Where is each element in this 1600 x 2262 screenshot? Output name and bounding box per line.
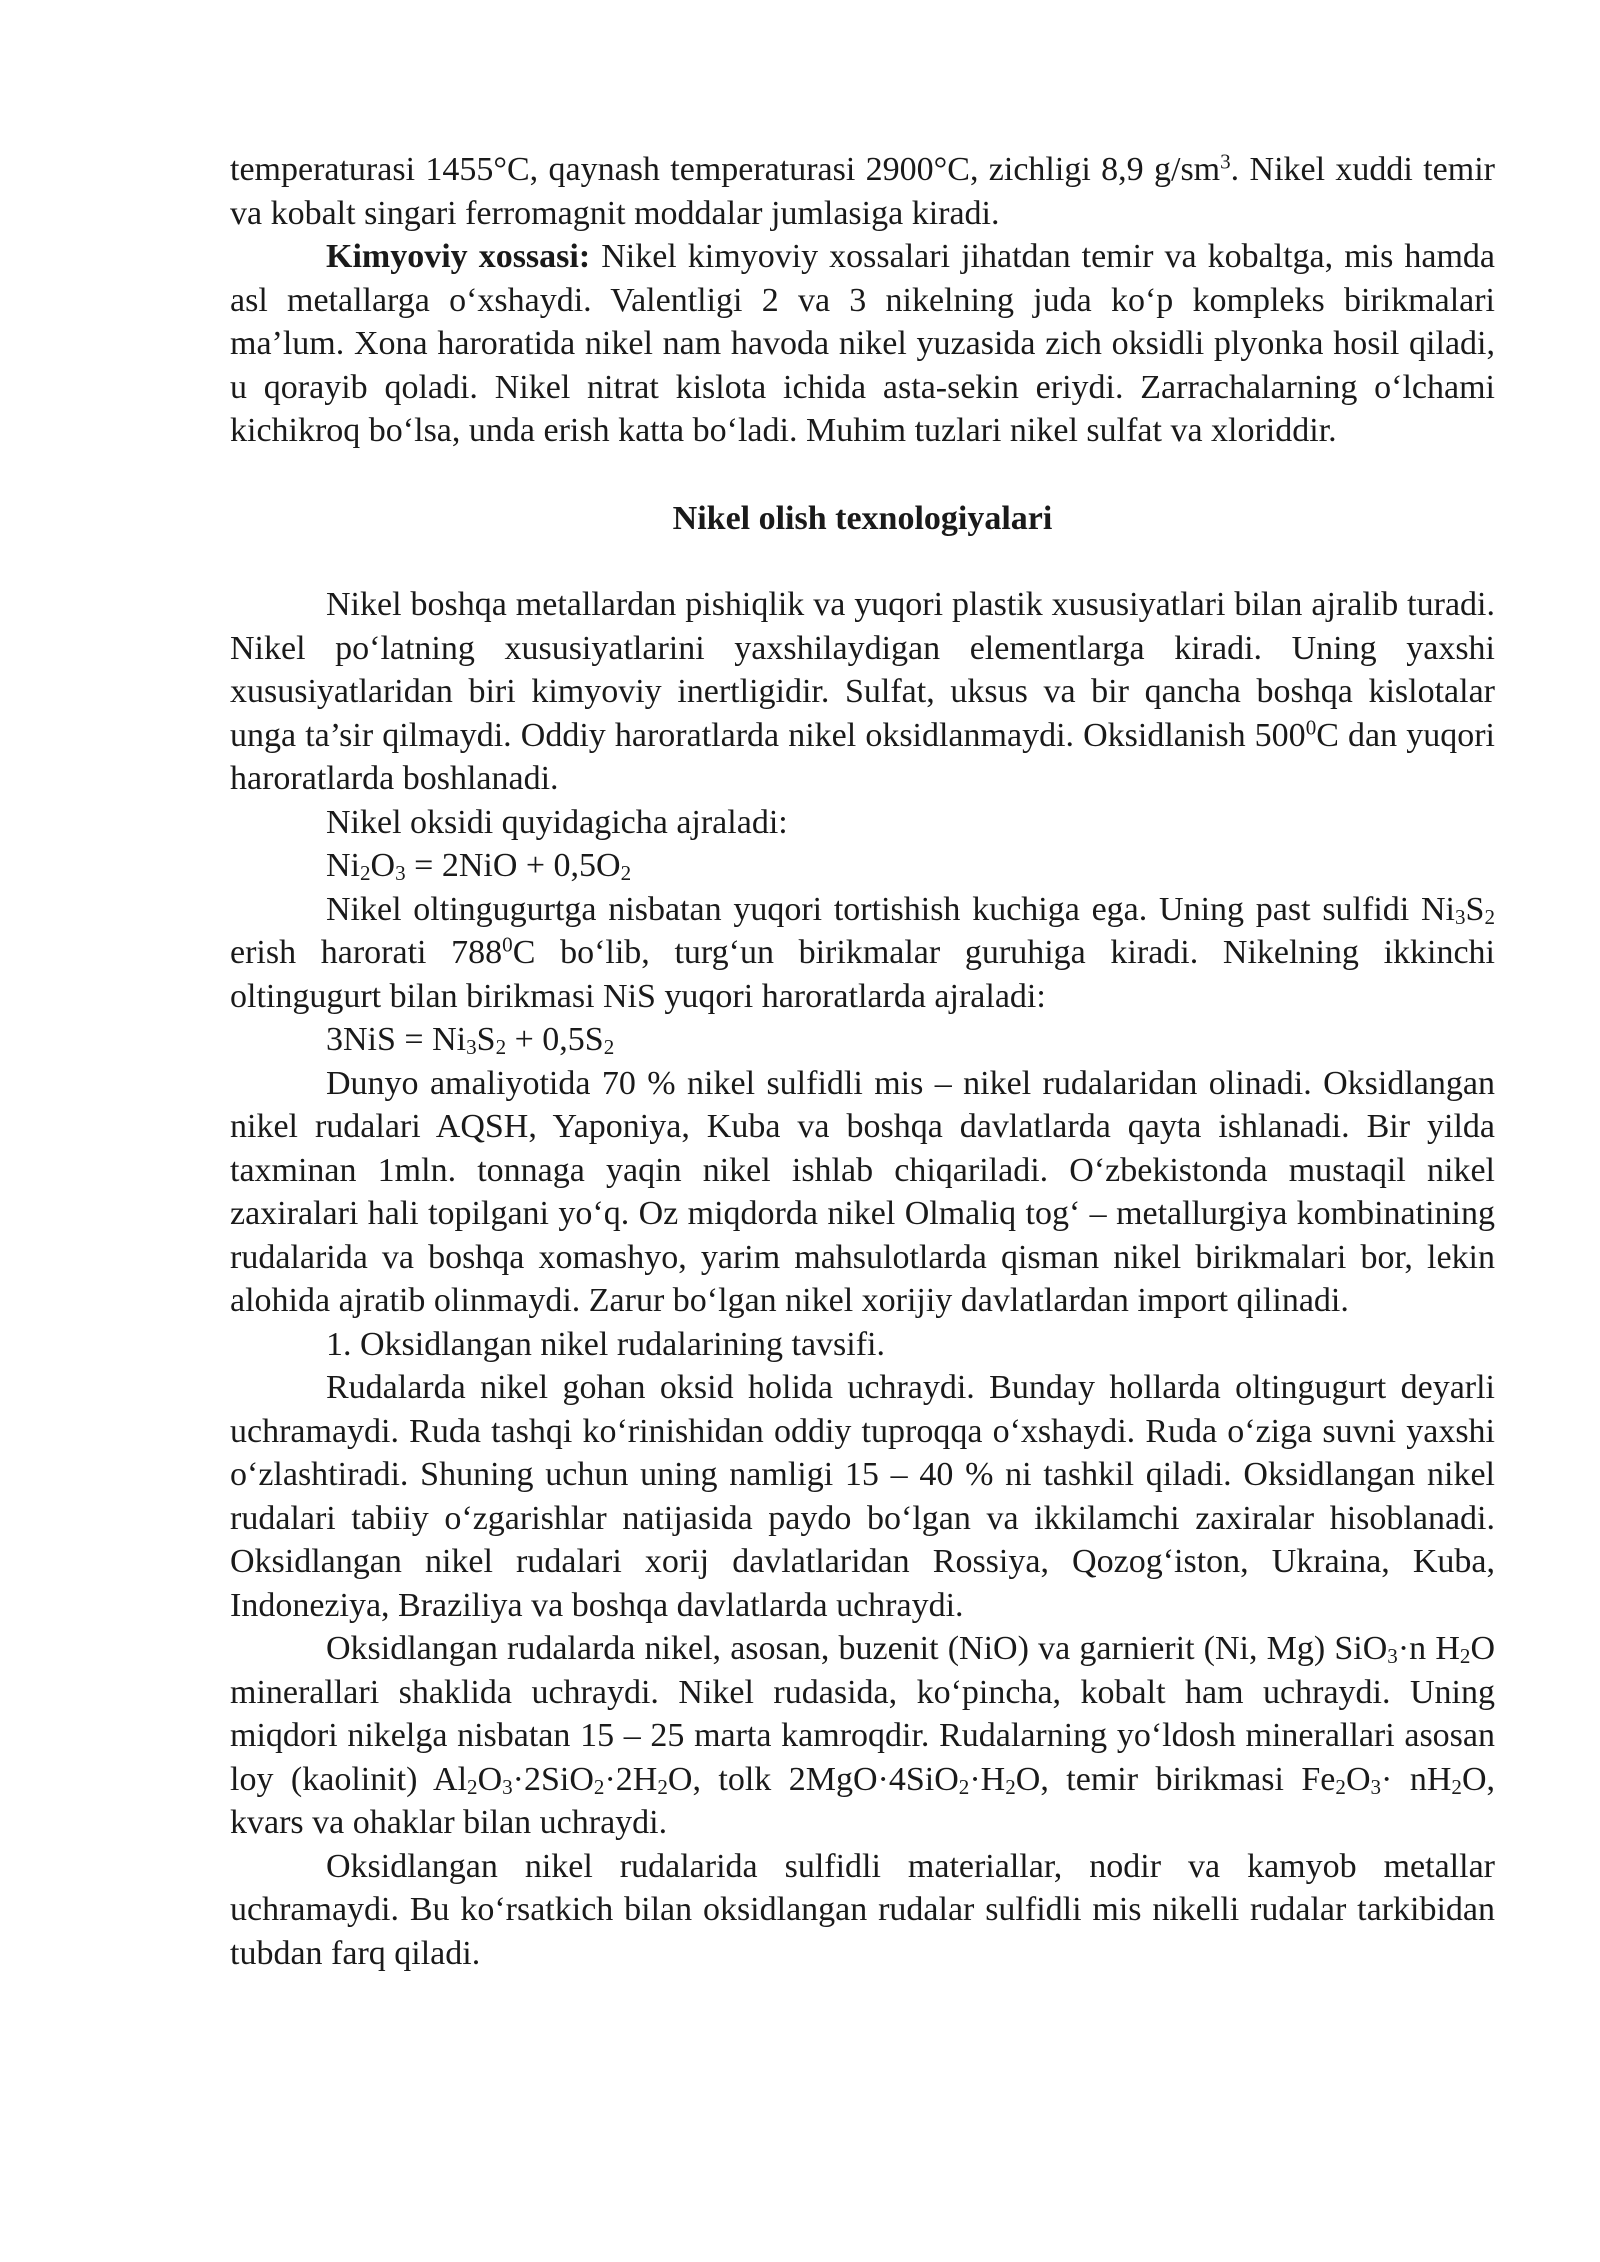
numbered-subheading: 1. Oksidlangan nikel rudalarining tavsifi. [326,1325,885,1363]
paragraph-nickel-intro: Nikel boshqa metallardan pishiqlik va yuqori plastik xususiyatlari bilan ajralib turadi. Nikel po‘latning xususiyatlarini yaxshilaydigan elementlarga kiradi. Uning yaxshi xususiyatlaridan biri kimyoviy inertligidir. Sulfat, uksus va bir qancha boshqa kislotalar unga ta’sir qilmaydi. Oddiy haroratlarda nikel oksidlanmaydi. Oksidlanish $500^0C$ dan yuqori haroratlarda boshlanadi. [230,586,1495,797]
paragraph-conclusion: Oksidlangan nikel rudalarida sulfidli materiallar, nodir va kamyob metallar uchramaydi. Bu ko‘rsatkich bilan oksidlangan rudalar sulfidli mis nikelli rudalar tarkibidan tubdan farq qiladi. [230,1847,1495,1972]
equation-nickel-sulfide: $3NiS = Ni_3S_2 + 0,5S_2$ [326,1021,615,1059]
document-page [230,148,1495,1975]
paragraph-nickel-sulfide: Nikel oltingugurtga nisbatan yuqori tortishish kuchiga ega. Uning past sulfidi $Ni_3S_2$ erish harorati $788^0C$ bo‘lib, turg‘un birikmalar guruhiga kiradi. Nikelning ikkinchi oltingugurt bilan birikmasi NiS yuqori haroratlarda ajraladi: [230,890,1496,1015]
equation-nickel-oxide: $Ni_2O_3 = 2NiO + 0,5O_2$ [326,847,632,885]
paragraph-ore-minerals: Oksidlangan rudalarda nikel, asosan, buzenit (NiO) va garnierit (Ni, Mg) SiO$_3$·n $H_2O$ minerallari shaklida uchraydi. Nikel rudasida, ko‘pincha, kobalt ham uchraydi. Uning miqdori nikelga nisbatan 15 – 25 marta kamroqdir. Rudalarning yo‘ldosh minerallari asosan loy (kaolinit) $Al_2O_3\cdot 2SiO_2\cdot 2H_2O$, tolk $2MgO\cdot 4SiO_2\cdot H_2O$, temir birikmasi $Fe_2O_3\cdot nH_2O$, kvars va ohaklar bilan uchraydi. [230,1630,1495,1841]
section-heading: Nikel olish texnologiyalari [672,499,1053,537]
paragraph-properties-physical: temperaturasi 1455°C, qaynash temperaturasi 2900°C, zichligi 8,9 $g/sm^3$. Nikel xuddi temir va kobalt singari ferromagnit moddalar jumlasiga kiradi. [230,149,1495,232]
paragraph-world-practice: Dunyo amaliyotida 70 % nikel sulfidli mis – nikel rudalaridan olinadi. Oksidlangan nikel rudalari AQSH, Yaponiya, Kuba va boshqa davlatlarda qayta ishlanadi. Bir yilda taxminan 1mln. tonnaga yaqin nikel ishlab chiqariladi. O‘zbekistonda mustaqil nikel zaxiralari hali topilgani yo‘q. Oz miqdorda nikel Olmaliq tog‘ – metallurgiya kombinatining rudalarida va boshqa xomashyo, yarim mahsulotlarda qisman nikel birikmalari bor, lekin alohida ajratib olinmaydi. Zarur bo‘lgan nikel xorijiy davlatlardan import qilinadi. [230,1064,1495,1319]
chemical-properties-label: Kimyoviy xossasi: [326,238,591,275]
paragraph-chemical-properties: Kimyoviy xossasi: Nikel kimyoviy xossalari jihatdan temir va kobaltga, mis hamda asl metallarga o‘xshaydi. Valentligi 2 va 3 nikelning juda ko‘p kompleks birikmalari ma’lum. Xona haroratida nikel nam havoda nikel yuzasida zich oksidli plyonka hosil qiladi, u qorayib qoladi. Nikel nitrat kislota ichida asta-sekin eriydi. Zarrachalarning o‘lchami kichikroq bo‘lsa, unda erish katta bo‘ladi. Muhim tuzlari nikel sulfat va xloriddir. [230,238,1495,449]
paragraph-oxide-decomposition: Nikel oksidi quyidagicha ajraladi: [326,803,788,841]
paragraph-oxide-ores: Rudalarda nikel gohan oksid holida uchraydi. Bunday hollarda oltingugurt deyarli uchramaydi. Ruda tashqi ko‘rinishidan oddiy tuproqqa o‘xshaydi. Ruda o‘ziga suvni yaxshi o‘zlashtiradi. Shuning uchun uning namligi 15 – 40 % ni tashkil qiladi. Oksidlangan nikel rudalari tabiiy o‘zgarishlar natijasida paydo bo‘lgan va ikkilamchi zaxiralar hisoblanadi. Oksidlangan nikel rudalari xorij davlatlaridan Rossiya, Qozog‘iston, Ukraina, Kuba, Indoneziya, Braziliya va boshqa davlatlarda uchraydi. [230,1369,1495,1624]
